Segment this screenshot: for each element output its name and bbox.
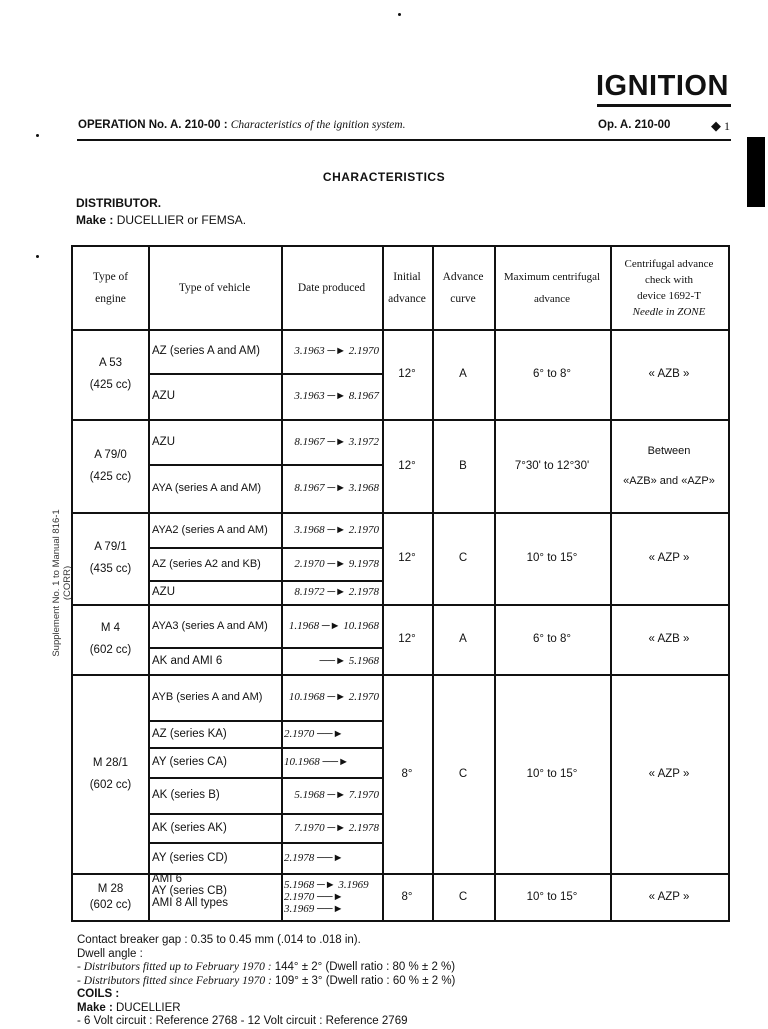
engine-cell: [73, 873, 148, 920]
engine-cell: [73, 329, 148, 419]
check-zone-line1: Between: [647, 444, 691, 457]
dwell-line-1-label: - Distributors fitted up to February 1970 :: [77, 961, 272, 973]
engine-cell: [73, 604, 148, 674]
date-line: 5.1968 ─► 3.1969: [284, 878, 369, 891]
date-cell: 2.1978 ──►: [284, 851, 344, 864]
date-cell: 8.1972 ─► 2.1978: [294, 586, 379, 598]
date-cell: 3.1968 ─► 2.1970: [294, 523, 379, 536]
vehicle-cell: AK and AMI 6: [152, 654, 223, 667]
vehicle-cell: AY (series CA): [152, 756, 227, 768]
header-vehicle: Type of vehicle: [178, 282, 251, 294]
title-underline: [597, 104, 731, 107]
distributor-title: DISTRIBUTOR.: [76, 196, 162, 210]
engine-type: A 53: [98, 357, 123, 369]
dwell-line-1: [77, 961, 455, 975]
header-check-1: Centrifugal advance: [624, 258, 714, 270]
max-advance: 6° to 8°: [533, 633, 571, 645]
header-rule: [77, 139, 731, 141]
date-line: 3.1969 ──►: [284, 902, 344, 915]
advance-curve: C: [458, 552, 468, 564]
check-zone: « AZP »: [648, 552, 690, 564]
max-advance: 10° to 15°: [526, 767, 578, 780]
contact-gap: Contact breaker gap : 0.35 to 0.45 mm (.014 to .018 in).: [77, 934, 361, 946]
make-value: DUCELLIER or FEMSA.: [116, 213, 247, 227]
vehicle-cell: [148, 873, 281, 920]
vehicle-cell: AK (series AK): [152, 821, 227, 834]
advance-curve: A: [459, 633, 467, 645]
dwell-line-1-value: 144° ± 2° (Dwell ratio : 80 % ± 2 %): [274, 961, 456, 973]
header-check-2: check with: [645, 274, 693, 286]
check-zone: « AZB »: [648, 368, 690, 380]
date-cell: 10.1968 ─► 2.1970: [288, 691, 379, 703]
coils-title: COILS :: [77, 988, 120, 1000]
coils-make: [77, 1002, 455, 1016]
engine-cc: (602 cc): [89, 778, 132, 791]
engine-cc: (435 cc): [89, 563, 132, 575]
check-zone: « AZP »: [648, 767, 690, 780]
advance-curve: B: [459, 459, 467, 472]
vehicle-cell: AYA (series A and AM): [152, 482, 262, 494]
header-curve: [432, 247, 494, 329]
date-cell: ──► 5.1968: [319, 654, 379, 667]
header-max: [494, 247, 610, 329]
section-title: CHARACTERISTICS: [322, 170, 446, 184]
vehicle-cell: AZU: [152, 586, 175, 598]
vehicle-line: AMI 6: [152, 873, 183, 885]
date-cell: [281, 873, 382, 920]
vehicle-cell: AZ (series A and AM): [152, 345, 261, 357]
engine-type: A 79/1: [94, 541, 127, 553]
check-zone-line2: «AZB» and «AZP»: [623, 474, 715, 487]
dwell-line-2: [77, 975, 455, 989]
date-cell: 2.1970 ─► 9.1978: [294, 557, 379, 570]
check-zone: « AZP »: [648, 890, 690, 903]
operation-label: OPERATION No. A. 210-00 :: [78, 119, 228, 131]
advance-curve: C: [458, 767, 468, 780]
advance-curve: A: [459, 368, 467, 380]
date-cell: 7.1970 ─► 2.1978: [294, 821, 379, 834]
engine-cc: (602 cc): [89, 898, 132, 911]
date-cell: 8.1967 ─► 3.1968: [294, 482, 379, 494]
vehicle-cell: AK (series B): [152, 789, 220, 801]
date-cell: 1.1968 ─► 10.1968: [288, 619, 379, 632]
initial-advance: 12°: [398, 459, 416, 472]
date-cell: 8.1967 ─► 3.1972: [294, 435, 379, 448]
header-check: [610, 247, 728, 329]
vehicle-cell: AY (series CD): [152, 851, 228, 864]
dwell-line-2-value: 109° ± 3° (Dwell ratio : 60 % ± 2 %): [275, 974, 456, 987]
vehicle-cell: AYB (series A and AM): [152, 691, 263, 703]
dwell-title: Dwell angle :: [77, 947, 143, 960]
diamond-icon: ◆: [711, 118, 721, 133]
engine-type: A 79/0: [94, 448, 127, 461]
advance-curve: C: [458, 890, 468, 903]
max-advance: 7°30' to 12°30': [514, 459, 590, 472]
engine-cell: [73, 512, 148, 604]
distributor-make: [76, 213, 246, 227]
operation-description: Characteristics of the ignition system.: [230, 119, 406, 131]
page-number: 1: [724, 119, 730, 133]
speck: [36, 255, 39, 258]
header-max-text: Maximum centrifugal advance: [503, 271, 601, 305]
date-line: 2.1970 ──►: [284, 890, 344, 903]
max-advance: 10° to 15°: [526, 890, 578, 903]
initial-advance: 12°: [398, 552, 416, 564]
page-title: IGNITION: [596, 70, 729, 102]
engine-type: M 28: [97, 882, 124, 895]
initial-advance: 8°: [401, 890, 413, 903]
date-cell: 10.1968 ──►: [284, 756, 349, 768]
dwell-line-2-label: - Distributors fitted since February 1970 :: [77, 974, 272, 987]
date-cell: 3.1963 ─► 2.1970: [294, 345, 379, 357]
header-date: Date produced: [297, 282, 366, 294]
vehicle-cell: AZU: [152, 435, 175, 448]
vehicle-cell: AYA3 (series A and AM): [152, 619, 268, 632]
engine-cc: (425 cc): [89, 379, 132, 391]
header-engine: [73, 247, 148, 329]
engine-cc: (425 cc): [89, 470, 132, 483]
check-zone: [610, 419, 728, 512]
header-engine-text: Type of engine: [92, 271, 129, 305]
date-cell: 2.1970 ──►: [284, 727, 344, 740]
coils-make-label: Make :: [77, 1001, 113, 1014]
header-check-4: Needle in ZONE: [632, 306, 706, 318]
max-advance: 6° to 8°: [533, 368, 571, 380]
engine-cell: [73, 674, 148, 873]
coils-reference: - 6 Volt circuit : Reference 2768 - 12 Volt circuit : Reference 2769: [77, 1015, 408, 1027]
engine-cc: (602 cc): [89, 644, 132, 656]
operation-line: [78, 119, 405, 131]
operation-reference: Op. A. 210-00: [598, 119, 671, 131]
vehicle-line: AMI 8 All types: [152, 897, 229, 909]
vehicle-cell: AYA2 (series A and AM): [152, 523, 268, 536]
vehicle-line: AY (series CB): [152, 885, 227, 897]
header-initial: [382, 247, 432, 329]
date-cell: 3.1963 ─► 8.1967: [294, 390, 379, 402]
footer-notes: [77, 934, 455, 1029]
vehicle-cell: AZ (series KA): [152, 727, 227, 740]
vehicle-cell: AZU: [152, 390, 175, 402]
engine-type: M 28/1: [92, 756, 129, 769]
speck: [398, 13, 401, 16]
engine-type: M 4: [100, 622, 121, 634]
date-cell: 5.1968 ─► 7.1970: [294, 789, 379, 801]
max-advance: 10° to 15°: [526, 552, 578, 564]
initial-advance: 8°: [401, 767, 413, 780]
initial-advance: 12°: [398, 368, 416, 380]
characteristics-table: [71, 245, 730, 922]
initial-advance: 12°: [398, 633, 416, 645]
header-initial-text: Initial advance: [388, 271, 426, 305]
check-zone: « AZB »: [648, 633, 690, 645]
header-check-3: device 1692-T: [637, 290, 701, 302]
side-note: Supplement No. 1 to Manual 816-1 (CORR): [51, 509, 73, 657]
header-curve-text: Advance curve: [442, 271, 484, 305]
make-label: Make :: [76, 213, 114, 227]
speck: [36, 134, 39, 137]
coils-make-value: DUCELLIER: [116, 1001, 181, 1014]
engine-cell: [73, 419, 148, 512]
vehicle-cell: AZ (series A2 and KB): [152, 557, 261, 570]
